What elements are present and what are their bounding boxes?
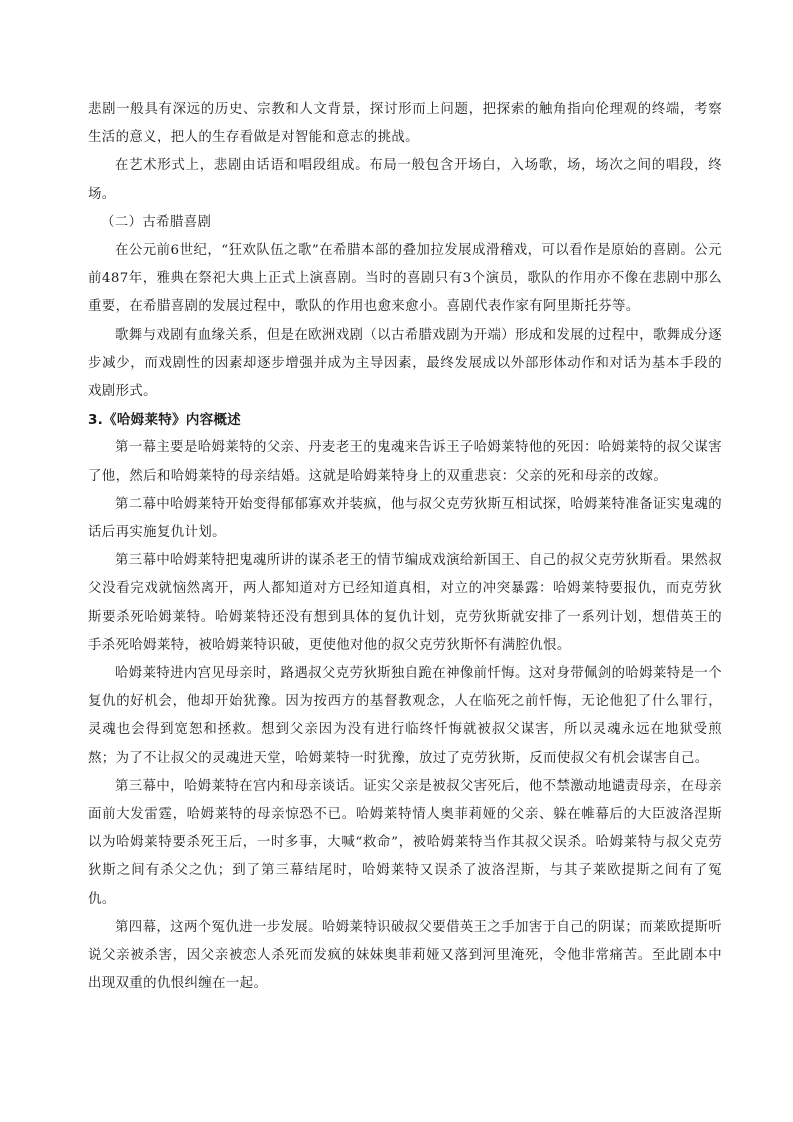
paragraph-act-four: 第四幕，这两个冤仇进一步发展。哈姆莱特识破叔父要借英王之手加害于自己的阴谋；而莱欧提斯听说父亲被杀害，因父亲被恋人杀死而发疯的妹妹奥菲莉娅又落到河里淹死，令他非常痛苦。至此剧本中出现双重的仇恨纠缠在一起。: [88, 919, 722, 992]
document-page: [88, 96, 722, 999]
paragraph-act-one: 第一幕主要是哈姆莱特的父亲、丹麦老王的鬼魂来告诉王子哈姆莱特他的死因：哈姆莱特的叔父谋害了他，然后和哈姆莱特的母亲结婚。这就是哈姆莱特身上的双重悲哀：父亲的死和母亲的改嫁。: [88, 440, 722, 484]
paragraph-tragedy-form: 在艺术形式上，悲剧由话语和唱段组成。布局一般包含开场白，入场歌，场，场次之间的唱段，终场。: [88, 158, 722, 202]
paragraph-act-three-prayer: 哈姆莱特进内宫见母亲时，路遇叔父克劳狄斯独自跪在神像前忏悔。这对身带佩剑的哈姆莱特是一个复仇的好机会，他却开始犹豫。因为按西方的基督教观念，人在临死之前忏悔，无论他犯了什么罪行，灵魂也会得到宽恕和拯救。想到父亲因为没有进行临终忏悔就被叔父谋害，所以灵魂永远在地狱受煎熬；为了不让叔父的灵魂进天堂，哈姆莱特一时犹豫，放过了克劳狄斯，反而使叔父有机会谋害自己。: [88, 666, 722, 766]
paragraph-song-dance-drama: 歌舞与戏剧有血缘关系，但是在欧洲戏剧（以古希腊戏剧为开端）形成和发展的过程中，歌舞成分逐步减少，而戏剧性的因素却逐步增强并成为主导因素，最终发展成以外部形体动作和对话为基本手段的戏剧形式。: [88, 327, 722, 400]
paragraph-act-two: 第二幕中哈姆莱特开始变得郁郁寡欢并装疯，他与叔父克劳狄斯互相试探，哈姆莱特准备证实鬼魂的话后再实施复仇计划。: [88, 496, 722, 541]
paragraph-comedy-origin: 在公元前6世纪，“狂欢队伍之歌”在希腊本部的叠加拉发展成滑稽戏，可以看作是原始的喜剧。公元前487年，雅典在祭祀大典上正式上演喜剧。当时的喜剧只有3个演员，歌队的作用亦不像在悲剧中那么重要，在希腊喜剧的发展过程中，歌队的作用也愈来愈小。喜剧代表作家有阿里斯托芬等。: [88, 243, 722, 315]
paragraph-act-three-play: 第三幕中哈姆莱特把鬼魂所讲的谋杀老王的情节编成戏演给新国王、自己的叔父克劳狄斯看。果然叔父没看完戏就恼然离开，两人都知道对方已经知道真相，对立的冲突暴露：哈姆莱特要报仇，而克劳狄斯要杀死哈姆莱特。哈姆莱特还没有想到具体的复仇计划，克劳狄斯就安排了一系列计划，想借英王的手杀死哈姆莱特，被哈姆莱特识破，更使他对他的叔父克劳狄斯怀有满腔仇恨。: [88, 553, 722, 653]
heading-hamlet-summary: 3.《哈姆莱特》内容概述: [88, 412, 241, 429]
subheading-greek-comedy: （二）古希腊喜剧: [101, 214, 212, 230]
paragraph-act-three-closet: 第三幕中，哈姆莱特在宫内和母亲谈话。证实父亲是被叔父害死后，他不禁激动地谴责母亲，在母亲面前大发雷霆，哈姆莱特的母亲惊恐不已。哈姆莱特情人奥菲莉娅的父亲、躲在帷幕后的大臣波洛涅斯以为哈姆莱特要杀死王后，一时多事，大喊“救命”，被哈姆莱特当作其叔父误杀。哈姆莱特与叔父克劳狄斯之间有杀父之仇；到了第三幕结尾时，哈姆莱特又误杀了波洛涅斯，与其子莱欧提斯之间有了冤仇。: [88, 778, 722, 907]
paragraph-tragedy-background: 悲剧一般具有深远的历史、宗教和人文背景，探讨形而上问题，把探索的触角指向伦理观的终端，考察生活的意义，把人的生存看做是对智能和意志的挑战。: [88, 102, 722, 146]
